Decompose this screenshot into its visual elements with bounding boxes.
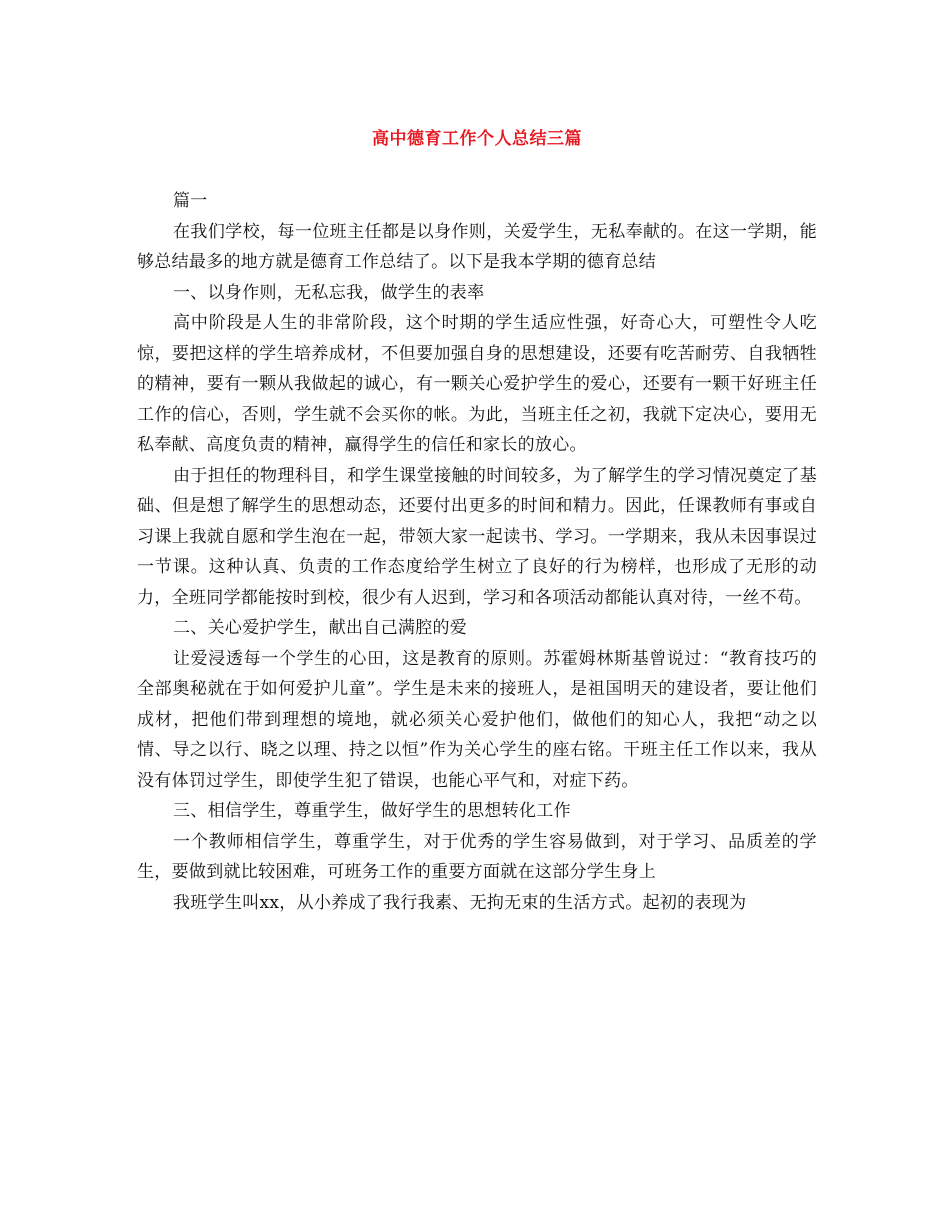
paragraph: 我班学生叫xx，从小养成了我行我素、无拘无束的生活方式。起初的表现为	[173, 892, 747, 913]
document-page	[137, 0, 817, 1230]
section-heading: 二、关心爱护学生，献出自己满腔的爱	[173, 618, 468, 638]
paragraph: 由于担任的物理科目，和学生课堂接触的时间较多，为了解学生的学习情况奠定了基础、但是想了解学生的思想动态，还要付出更多的时间和精力。因此，任课教师有事或自习课上我就自愿和学生泡在一起，带领大家一起读书、学习。一学期来，我从未因事误过一节课。这种认真、负责的工作态度给学生树立了良好的行为榜样，也形成了无形的动力，全班同学都能按时到校，很少有人迟到，学习和各项活动都能认真对待，一丝不苟。	[137, 465, 817, 608]
section-heading: 三、相信学生，尊重学生，做好学生的思想转化工作	[173, 801, 571, 821]
section-heading: 一、以身作则，无私忘我，做学生的表率	[173, 282, 485, 303]
paragraph-section-label: 篇一	[173, 191, 208, 211]
paragraph: 在我们学校，每一位班主任都是以身作则，关爱学生，无私奉献的。在这一学期，能够总结最多的地方就是德育工作总结了。以下是我本学期的德育总结	[137, 221, 817, 272]
paragraph: 一个教师相信学生，尊重学生，对于优秀的学生容易做到，对于学习、品质差的学生，要做到就比较困难，可班务工作的重要方面就在这部分学生身上	[137, 831, 817, 882]
document-body	[137, 186, 817, 918]
paragraph: 高中阶段是人生的非常阶段，这个时期的学生适应性强，好奇心大，可塑性令人吃惊，要把这样的学生培养成材，不但要加强自身的思想建设，还要有吃苦耐劳、自我牺牲的精神，要有一颗从我做起的诚心，有一颗关心爱护学生的爱心，还要有一颗干好班主任工作的信心，否则，学生就不会买你的帐。为此，当班主任之初，我就下定决心，要用无私奉献、高度负责的精神，赢得学生的信任和家长的放心。	[137, 313, 817, 455]
document-title: 高中德育工作个人总结三篇	[372, 129, 582, 149]
paragraph: 让爱浸透每一个学生的心田，这是教育的原则。苏霍姆林斯基曾说过：“教育技巧的全部奥秘就在于如何爱护儿童”。学生是未来的接班人，是祖国明天的建设者，要让他们成材，把他们带到理想的境地，就必须关心爱护他们，做他们的知心人，我把“动之以情、导之以行、晓之以理、持之以恒”作为关心学生的座右铭。干班主任工作以来，我从没有体罚过学生，即使学生犯了错误，也能心平气和，对症下药。	[137, 648, 817, 791]
